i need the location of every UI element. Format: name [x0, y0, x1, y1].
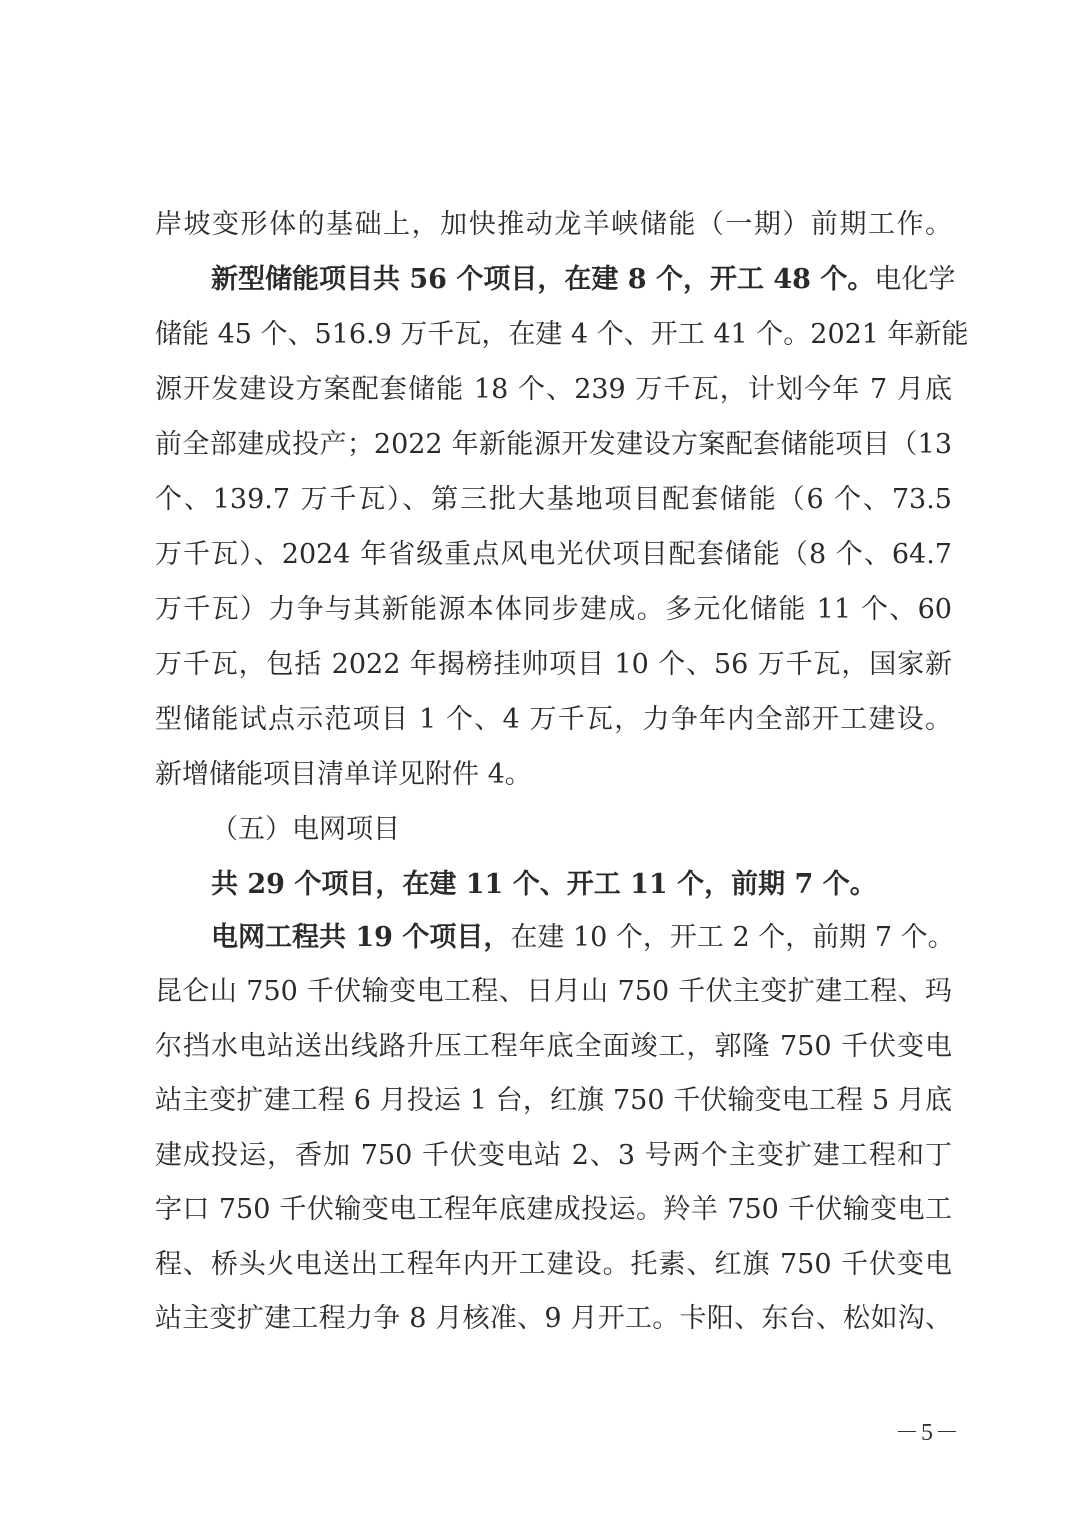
text-line — [155, 480, 952, 520]
line-text: 前全部建成投产；2022 年新能源开发建设方案配套储能项目（13 — [155, 429, 952, 460]
line-text: 型储能试点示范项目 1 个、4 万千瓦，力争年内全部开工建设。 — [155, 704, 952, 735]
text-line — [155, 315, 969, 355]
bold-lead-sentence: 新型储能项目共 56 个项目，在建 8 个，开工 48 个。 — [211, 264, 875, 295]
text-line — [211, 260, 956, 300]
text-line — [155, 590, 952, 630]
text-line — [155, 535, 952, 575]
text-line — [155, 645, 952, 685]
text-line — [155, 205, 952, 245]
line-text: 万千瓦）、2024 年省级重点风电光伏项目配套储能（8 个、64.7 — [155, 539, 952, 570]
text-line — [155, 1027, 952, 1067]
text-line — [155, 1190, 952, 1230]
line-text: 万千瓦）力争与其新能源本体同步建成。多元化储能 11 个、60 — [155, 594, 952, 625]
text-line — [211, 865, 952, 905]
line-text: 昆仑山 750 千伏输变电工程、日月山 750 千伏主变扩建工程、玛 — [155, 976, 952, 1007]
line-text: 字口 750 千伏输变电工程年底建成投运。羚羊 750 千伏输变电工 — [155, 1194, 952, 1225]
line-text: 个、139.7 万千瓦）、第三批大基地项目配套储能（6 个、73.5 — [155, 484, 952, 515]
line-text: 岸坡变形体的基础上，加快推动龙羊峡储能（一期）前期工作。 — [155, 209, 952, 240]
line-text: 源开发建设方案配套储能 18 个、239 万千瓦，计划今年 7 月底 — [155, 374, 952, 405]
section-heading-text: （五）电网项目 — [211, 814, 400, 845]
line-text: 新增储能项目清单详见附件 4。 — [155, 759, 532, 790]
text-line — [155, 425, 952, 465]
text-line — [155, 1299, 952, 1339]
text-line — [155, 1245, 952, 1285]
line-text: 程、桥头火电送出工程年内开工建设。托素、红旗 750 千伏变电 — [155, 1249, 952, 1280]
text-line — [155, 700, 952, 740]
bold-lead-sentence: 共 29 个项目，在建 11 个、开工 11 个，前期 7 个。 — [211, 869, 877, 900]
text-line — [155, 755, 952, 795]
line-text: 尔挡水电站送出线路升压工程年底全面竣工，郭隆 750 千伏变电 — [155, 1031, 952, 1062]
page-number: －5－ — [895, 1420, 961, 1446]
text-line — [155, 370, 952, 410]
line-text: 在建 10 个，开工 2 个，前期 7 个。 — [510, 922, 955, 953]
line-text: 储能 45 个、516.9 万千瓦，在建 4 个、开工 41 个。2021 年新能 — [155, 319, 969, 350]
line-text: 站主变扩建工程力争 8 月核准、9 月开工。卡阳、东台、松如沟、 — [155, 1303, 952, 1334]
line-text: 站主变扩建工程 6 月投运 1 台，红旗 750 千伏输变电工程 5 月底 — [155, 1085, 952, 1116]
line-text: 建成投运，香加 750 千伏变电站 2、3 号两个主变扩建工程和丁 — [155, 1140, 952, 1171]
text-line — [155, 972, 952, 1012]
line-text: 电化学 — [874, 264, 956, 295]
bold-lead-sentence: 电网工程共 19 个项目， — [211, 922, 511, 953]
text-line — [155, 1136, 952, 1176]
text-line — [211, 918, 955, 958]
section-heading — [211, 810, 952, 850]
text-line — [155, 1081, 952, 1121]
line-text: 万千瓦，包括 2022 年揭榜挂帅项目 10 个、56 万千瓦，国家新 — [155, 649, 952, 680]
